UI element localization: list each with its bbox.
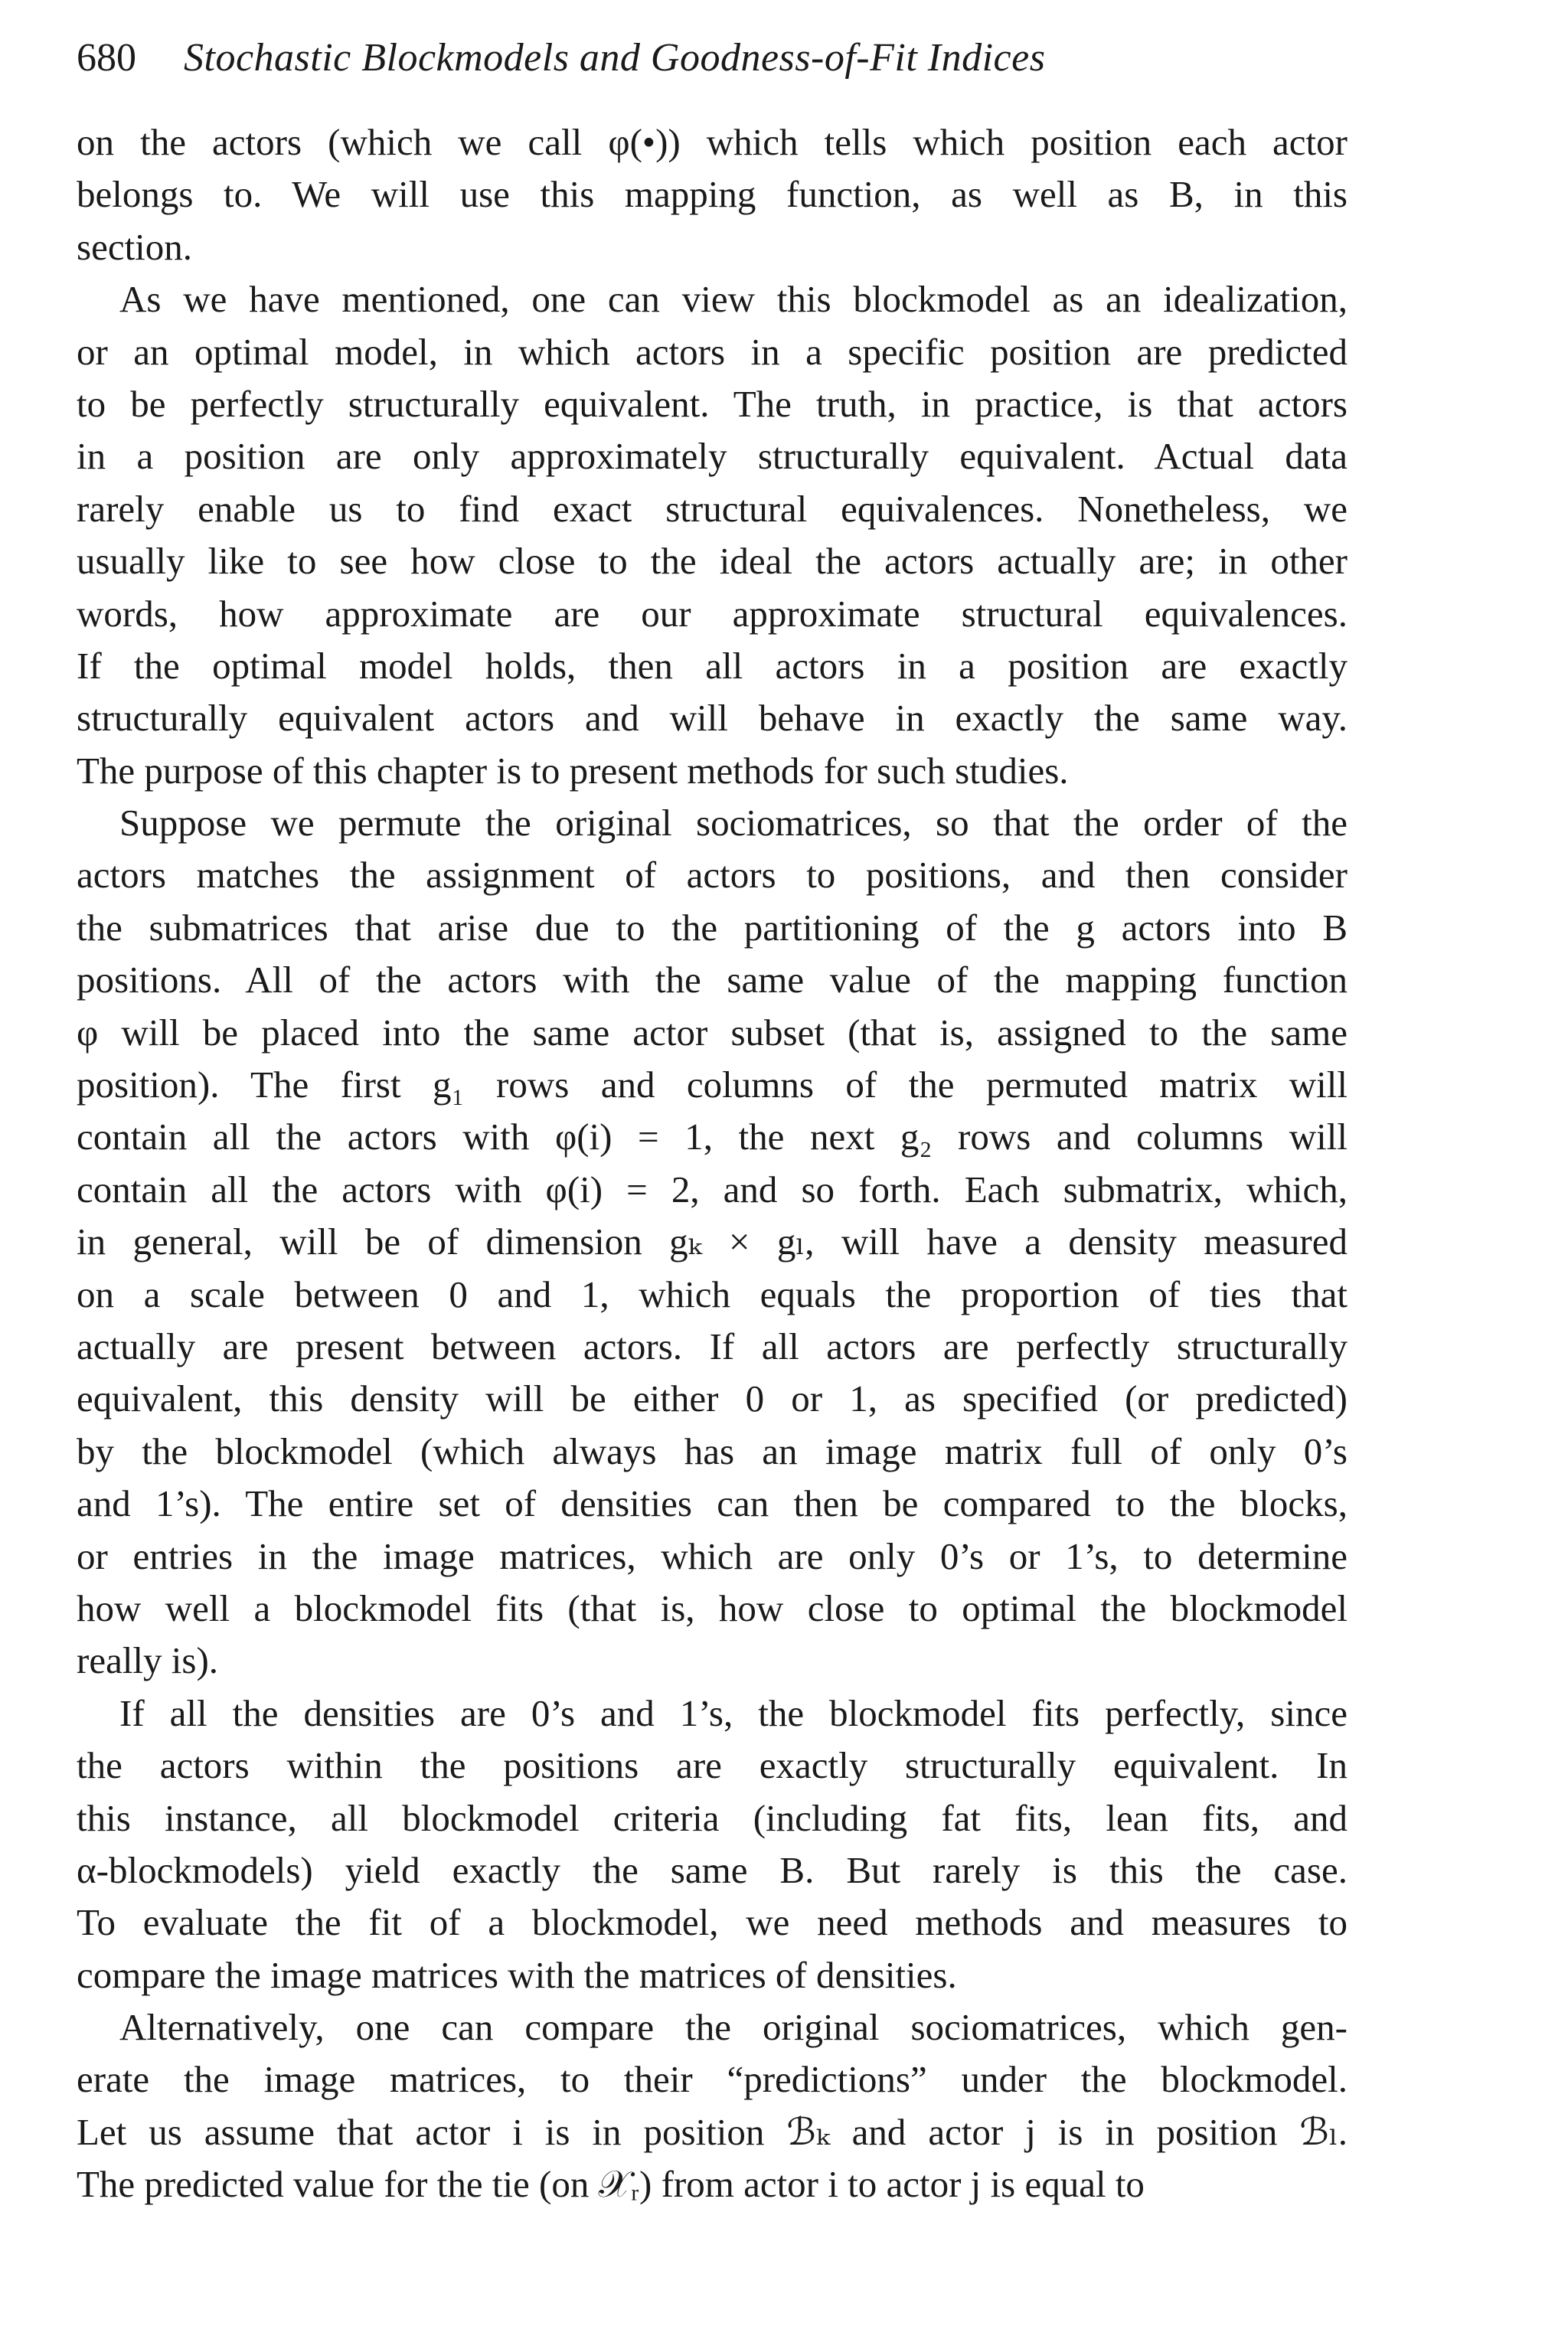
text-line: in a position are only approximately structurally equivalent. Actual data [77, 435, 1348, 478]
text-line: really is). [77, 1639, 219, 1682]
text-line: in general, will be of dimension gₖ × gₗ, will have a density measured [77, 1220, 1348, 1263]
text-line: As we have mentioned, one can view this blockmodel as an idealization, [119, 278, 1348, 321]
text-line: on a scale between 0 and 1, which equals the proportion of ties that [77, 1273, 1348, 1315]
text-line: φ will be placed into the same actor subset (that is, assigned to the same [77, 1011, 1348, 1054]
text-line: how well a blockmodel fits (that is, how close to optimal the blockmodel [77, 1586, 1348, 1629]
text-line: by the blockmodel (which always has an image matrix full of only 0’s [77, 1429, 1348, 1472]
paragraph [77, 1687, 1348, 2001]
text-line: belongs to. We will use this mapping function, as well as B, in this [77, 173, 1348, 216]
text-line: section. [77, 225, 193, 268]
text-line: α-blockmodels) yield exactly the same B. But rarely is this the case. [77, 1848, 1348, 1891]
text-line: or entries in the image matrices, which are only 0’s or 1’s, to determine [77, 1534, 1348, 1577]
text-line: Let us assume that actor i is in position ℬₖ and actor j is in position ℬₗ. [77, 2110, 1348, 2153]
text-line: this instance, all blockmodel criteria (including fat fits, lean fits, and [77, 1796, 1348, 1839]
running-header [77, 28, 1348, 89]
text-line: To evaluate the fit of a blockmodel, we need methods and measures to [77, 1901, 1348, 1944]
text-line: If all the densities are 0’s and 1’s, the blockmodel fits perfectly, since [119, 1691, 1348, 1734]
text-line: positions. All of the actors with the same value of the mapping function [77, 959, 1348, 1001]
text-line: on the actors (which we call φ(•)) which tells which position each actor [77, 121, 1348, 163]
paragraph [77, 116, 1348, 273]
text-line: position). The first g₁ rows and columns of the permuted matrix will [77, 1063, 1348, 1106]
text-line: and 1’s). The entire set of densities can then be compared to the blocks, [77, 1482, 1348, 1525]
paragraph [77, 2001, 1348, 2211]
text-line: words, how approximate are our approximate structural equivalences. [77, 592, 1348, 635]
paragraph [77, 797, 1348, 1687]
text-line: contain all the actors with φ(i) = 2, and so forth. Each submatrix, which, [77, 1168, 1348, 1210]
text-line: usually like to see how close to the ideal the actors actually are; in other [77, 540, 1348, 583]
text-line: Suppose we permute the original sociomatrices, so that the order of the [119, 802, 1348, 845]
text-line: The purpose of this chapter is to present methods for such studies. [77, 749, 1069, 792]
page-number: 680 [77, 36, 136, 80]
running-title: Stochastic Blockmodels and Goodness-of-Fit Indices [184, 36, 1046, 80]
text-line: compare the image matrices with the matrices of densities. [77, 1953, 957, 1996]
text-line: actors matches the assignment of actors to positions, and then consider [77, 854, 1348, 897]
text-line: Alternatively, one can compare the original sociomatrices, which gen- [119, 2006, 1348, 2049]
text-line: rarely enable us to find exact structural equivalences. Nonetheless, we [77, 487, 1348, 530]
text-line: to be perfectly structurally equivalent. The truth, in practice, is that actors [77, 382, 1348, 425]
body-text [77, 116, 1348, 2211]
text-line: actually are present between actors. If all actors are perfectly structurally [77, 1325, 1348, 1367]
text-line: erate the image matrices, to their “predictions” under the blockmodel. [77, 2058, 1348, 2101]
text-line: the actors within the positions are exactly structurally equivalent. In [77, 1744, 1348, 1787]
text-line: contain all the actors with φ(i) = 1, the next g₂ rows and columns will [77, 1116, 1348, 1158]
text-line: the submatrices that arise due to the partitioning of the g actors into B [77, 906, 1348, 949]
paragraph [77, 273, 1348, 797]
text-line: The predicted value for the tie (on 𝒳ᵣ) from actor i to actor j is equal to [77, 2163, 1145, 2206]
text-line: If the optimal model holds, then all actors in a position are exactly [77, 644, 1348, 687]
text-line: structurally equivalent actors and will behave in exactly the same way. [77, 697, 1348, 740]
text-line: or an optimal model, in which actors in a specific position are predicted [77, 330, 1348, 373]
text-line: equivalent, this density will be either 0 or 1, as specified (or predicted) [77, 1377, 1348, 1420]
